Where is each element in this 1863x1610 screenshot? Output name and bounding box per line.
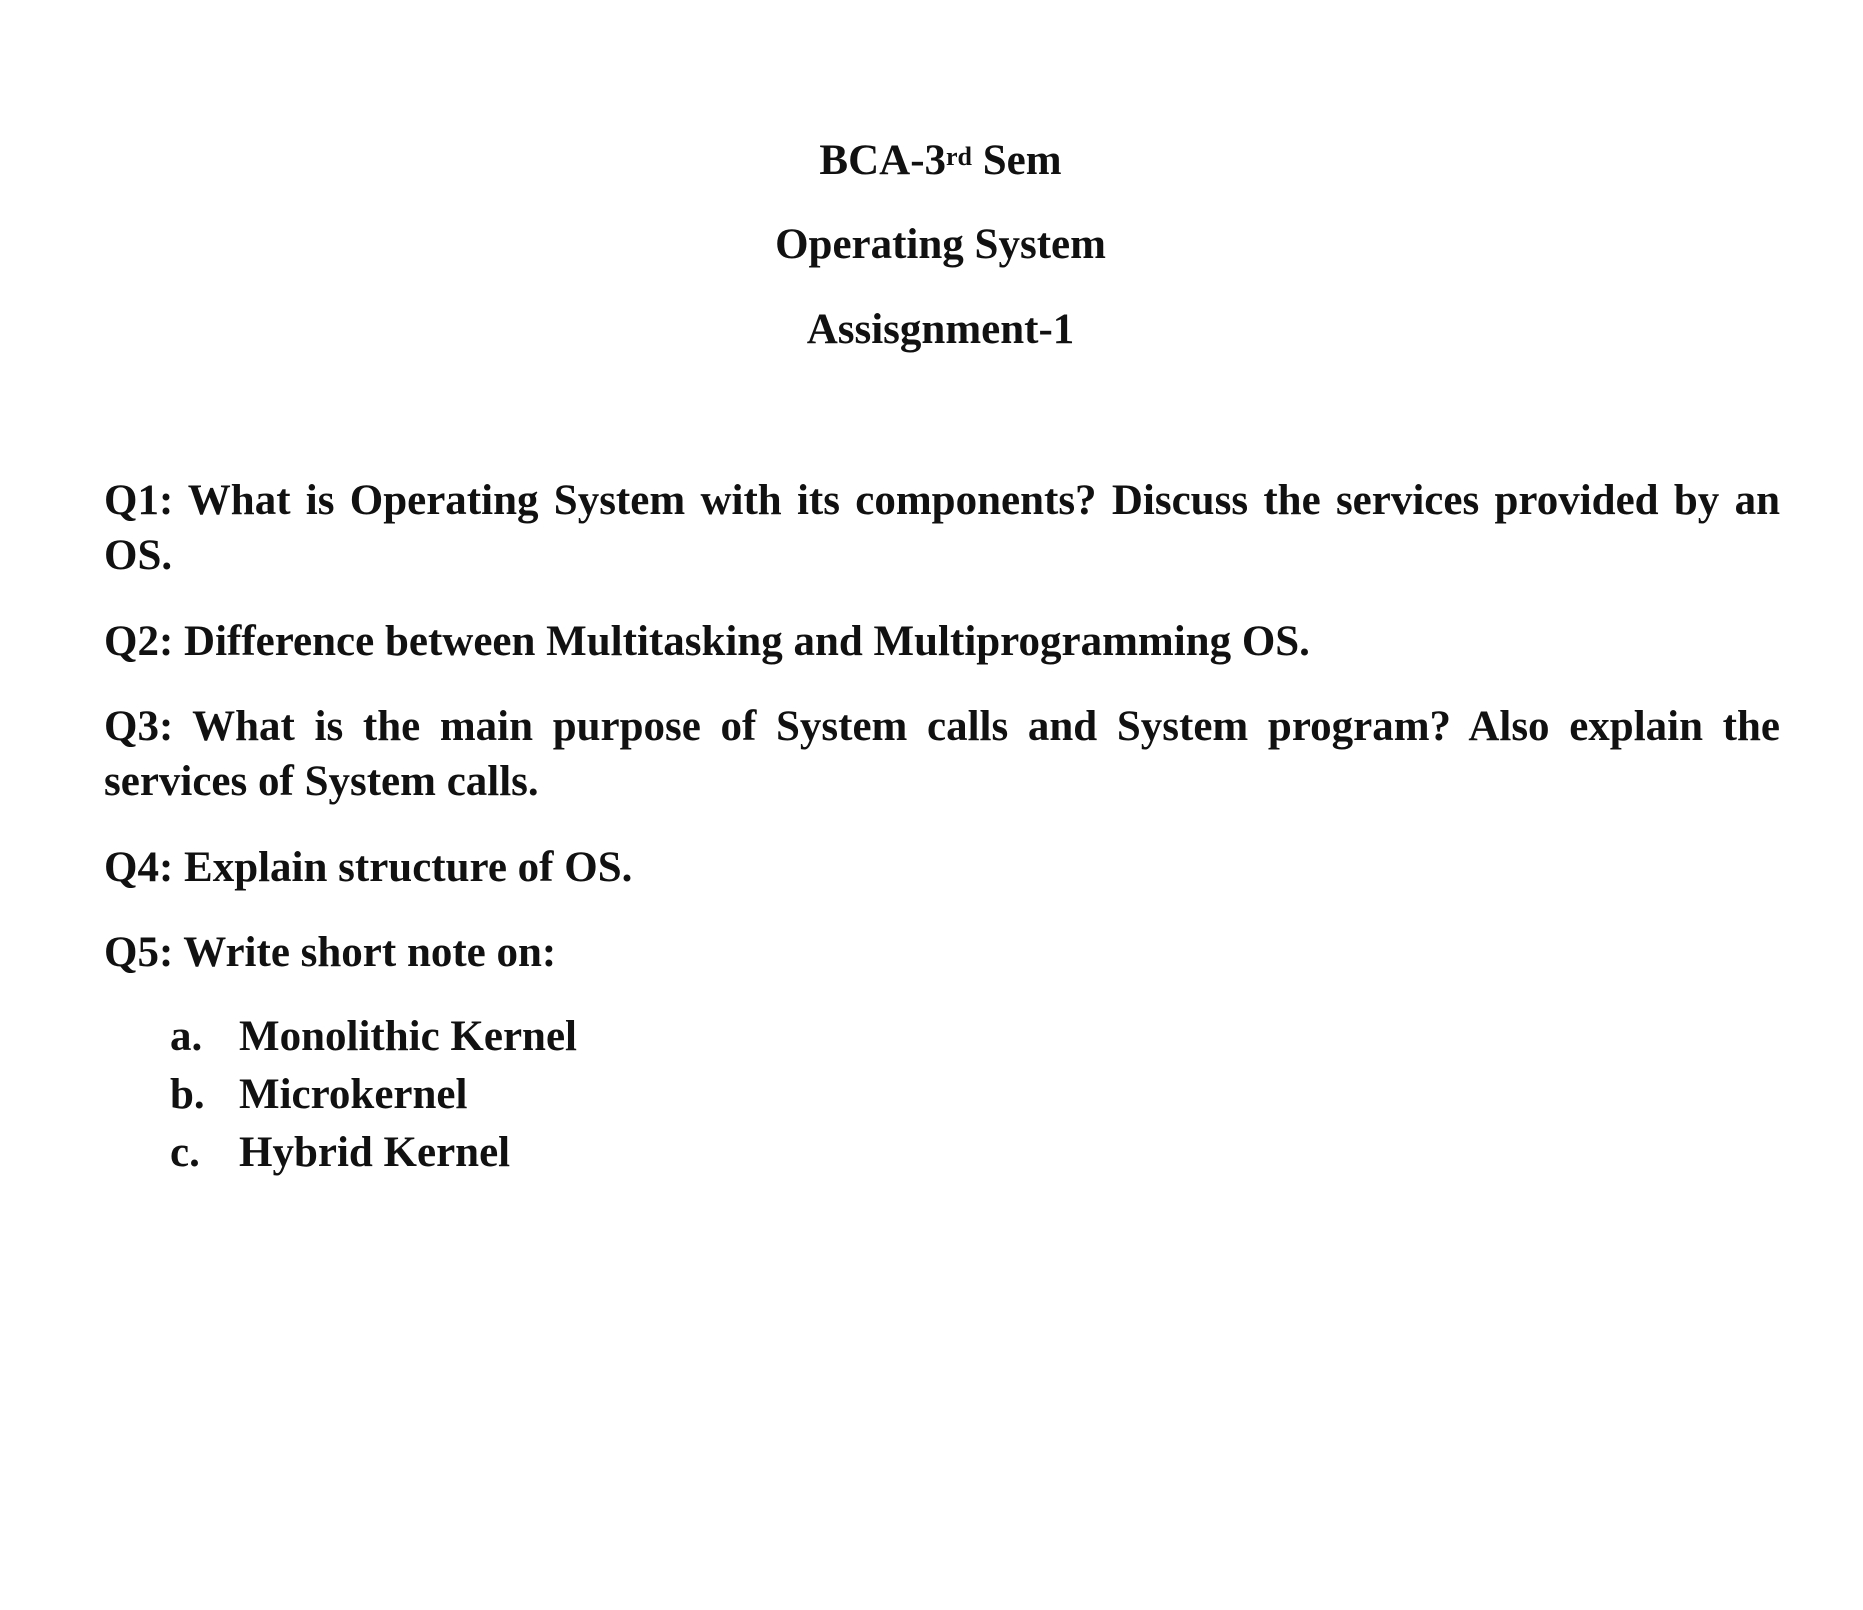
course-suffix: Sem (972, 137, 1062, 184)
list-item (170, 1124, 577, 1182)
question-5: Q5: Write short note on: (104, 929, 557, 976)
subject-heading: Operating System (775, 221, 1106, 268)
question-2: Q2: Difference between Multitasking and Multiprogramming OS. (104, 618, 1310, 665)
question-3: Q3: What is the main purpose of System calls and System program? Also explain the services of System calls. (104, 703, 1780, 805)
course-heading (9, 136, 1863, 186)
question-1: Q1: What is Operating System with its components? Discuss the services provided by an OS. (104, 477, 1780, 579)
list-item-text: Microkernel (239, 1071, 468, 1118)
question-4: Q4: Explain structure of OS. (104, 844, 633, 891)
list-item (170, 1008, 577, 1066)
short-note-list (170, 1008, 577, 1182)
course-prefix: BCA-3 (819, 137, 947, 184)
list-item-text: Monolithic Kernel (239, 1013, 577, 1060)
list-item-text: Hybrid Kernel (239, 1129, 511, 1176)
list-marker: c. (170, 1129, 200, 1176)
assignment-heading: Assisgnment-1 (806, 306, 1075, 353)
list-marker: a. (170, 1013, 203, 1060)
list-marker: b. (170, 1071, 205, 1118)
course-superscript: rd (946, 142, 973, 171)
list-item (170, 1066, 577, 1124)
